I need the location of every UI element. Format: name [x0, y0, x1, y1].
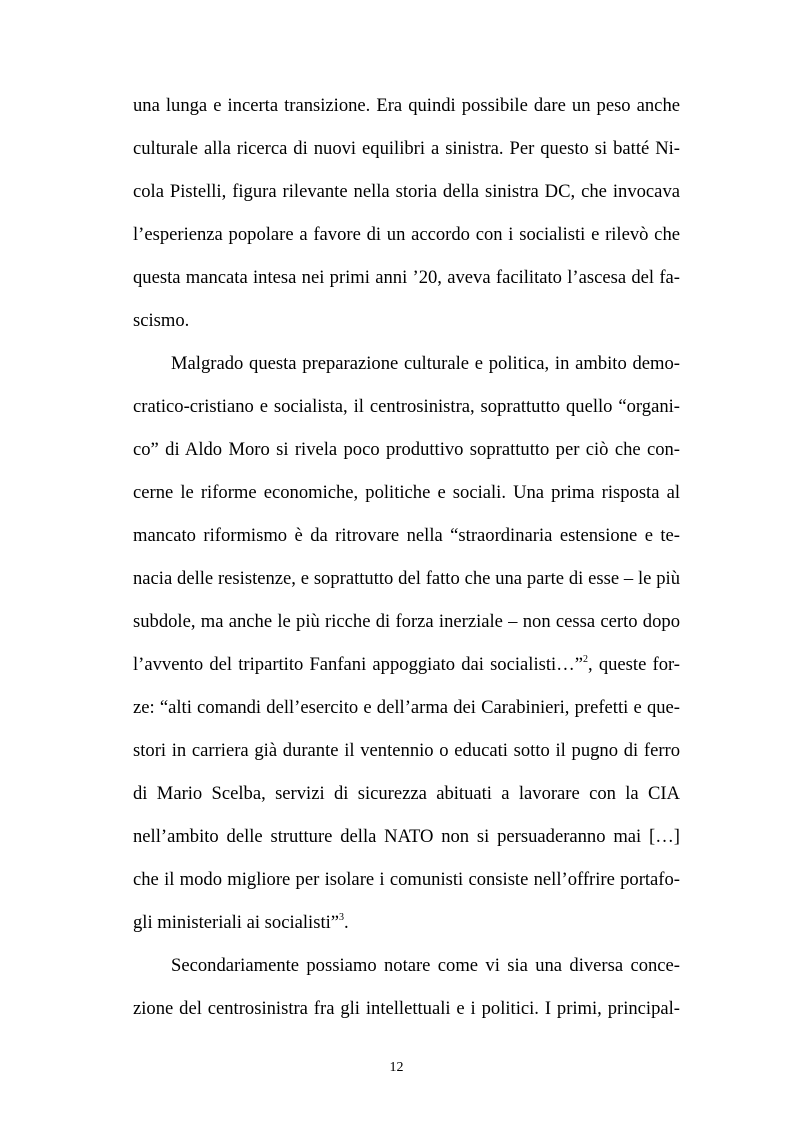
text-line [133, 653, 680, 677]
text-line: l’esperienza popolare a favore di un accordo con i socialisti e rilevò che [133, 224, 680, 245]
text-line: cratico-cristiano e socialista, il centrosinistra, soprattutto quello “organi- [133, 396, 680, 417]
text-line: zione del centrosinistra fra gli intellettuali e i politici. I primi, principal- [133, 998, 680, 1019]
text-line: cola Pistelli, figura rilevante nella storia della sinistra DC, che invocava [133, 181, 680, 202]
text-line: scismo. [133, 310, 190, 331]
text-line: co” di Aldo Moro si rivela poco produttivo soprattutto per ciò che con- [133, 439, 680, 460]
text-line: Malgrado questa preparazione culturale e politica, in ambito demo- [171, 353, 680, 374]
text-line: nacia delle resistenze, e soprattutto del fatto che una parte di esse – le più [133, 568, 680, 589]
text-line: culturale alla ricerca di nuovi equilibri a sinistra. Per questo si batté Ni- [133, 138, 680, 159]
text-span: . [344, 912, 349, 933]
text-line: questa mancata intesa nei primi anni ’20, aveva facilitato l’ascesa del fa- [133, 267, 680, 288]
text-line: nell’ambito delle strutture della NATO non si persuaderanno mai […] [133, 826, 680, 847]
text-line: una lunga e incerta transizione. Era quindi possibile dare un peso anche [133, 95, 680, 116]
text-line: di Mario Scelba, servizi di sicurezza abituati a lavorare con la CIA [133, 783, 680, 804]
text-span: l’avvento del tripartito Fanfani appoggiato dai socialisti…” [133, 654, 584, 675]
footnote-marker[interactable]: 3 [339, 912, 345, 923]
text-line: Secondariamente possiamo notare come vi sia una diversa conce- [171, 955, 680, 976]
text-line: che il modo migliore per isolare i comunisti consiste nell’offrire portafo- [133, 869, 680, 890]
text-span: , queste for- [588, 654, 680, 675]
text-line: stori in carriera già durante il ventennio o educati sotto il pugno di ferro [133, 740, 680, 761]
text-line: mancato riformismo è da ritrovare nella “straordinaria estensione e te- [133, 525, 680, 546]
text-span: gli ministeriali ai socialisti” [133, 912, 340, 933]
page-number: 12 [389, 1060, 404, 1075]
text-line: subdole, ma anche le più ricche di forza inerziale – non cessa certo dopo [133, 611, 680, 632]
text-line [133, 911, 680, 935]
footnote-marker[interactable]: 2 [583, 654, 589, 665]
text-line: cerne le riforme economiche, politiche e sociali. Una prima risposta al [133, 482, 680, 503]
text-line: ze: “alti comandi dell’esercito e dell’arma dei Carabinieri, prefetti e que- [133, 697, 680, 718]
